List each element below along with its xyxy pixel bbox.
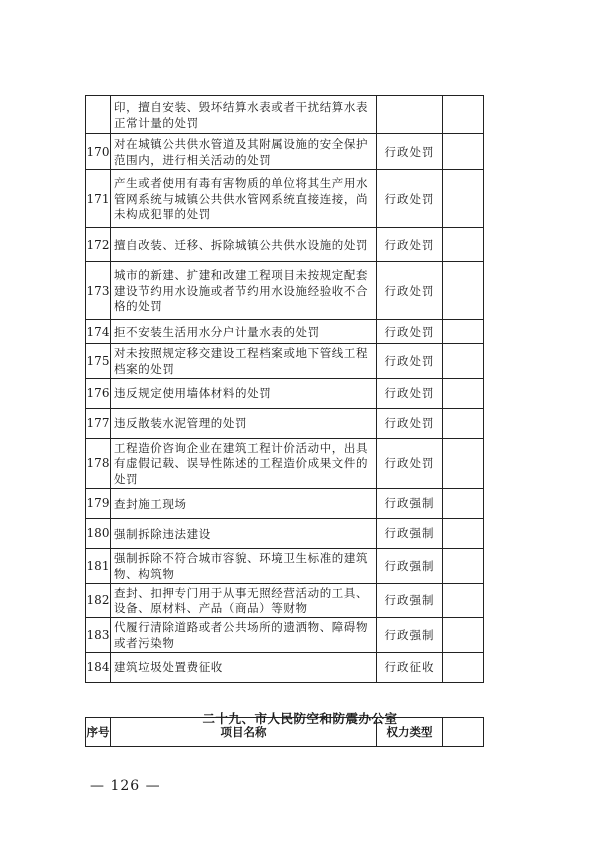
row-power-type: 行政处罚: [377, 378, 443, 408]
table-row: [86, 378, 484, 408]
row-serial-number: 179: [86, 488, 111, 518]
table-header-row: [86, 718, 484, 747]
table-row: [86, 262, 484, 320]
row-item-name: 强制拆除违法建设: [111, 518, 377, 548]
row-serial-number: 181: [86, 548, 111, 583]
row-blank-cell: [443, 438, 484, 488]
row-blank-cell: [443, 262, 484, 320]
row-serial-number: 170: [86, 134, 111, 170]
table-row: [86, 408, 484, 438]
row-item-name: 违反散装水泥管理的处罚: [111, 408, 377, 438]
row-power-type: 行政征收: [377, 652, 443, 682]
row-serial-number: 183: [86, 618, 111, 653]
row-serial-number: 171: [86, 170, 111, 228]
row-serial-number: 174: [86, 320, 111, 344]
row-power-type: 行政处罚: [377, 344, 443, 379]
row-power-type: 行政强制: [377, 488, 443, 518]
power-list-body: [86, 96, 484, 683]
row-item-name: 建筑垃圾处置费征收: [111, 652, 377, 682]
row-blank-cell: [443, 134, 484, 170]
row-item-name: 查封施工现场: [111, 488, 377, 518]
row-blank-cell: [443, 344, 484, 379]
row-item-name: 违反规定使用墙体材料的处罚: [111, 378, 377, 408]
row-item-name: 产生或者使用有毒有害物质的单位将其生产用水管网系统与城镇公共供水管网系统直接连接，尚未构成犯罪的处罚: [111, 170, 377, 228]
row-power-type: 行政处罚: [377, 438, 443, 488]
row-power-type: 行政处罚: [377, 262, 443, 320]
row-blank-cell: [443, 518, 484, 548]
table-row: [86, 96, 484, 134]
row-power-type: 行政处罚: [377, 170, 443, 228]
row-item-name: 强制拆除不符合城市容貌、环境卫生标准的建筑物、构筑物: [111, 548, 377, 583]
row-serial-number: 184: [86, 652, 111, 682]
row-blank-cell: [443, 96, 484, 134]
table-row: [86, 488, 484, 518]
table-row: [86, 438, 484, 488]
row-blank-cell: [443, 488, 484, 518]
row-power-type: 行政处罚: [377, 228, 443, 262]
row-power-type: 行政强制: [377, 518, 443, 548]
row-item-name: 城市的新建、扩建和改建工程项目未按规定配套建设节约用水设施或者节约用水设施经验收不合格的处罚: [111, 262, 377, 320]
row-serial-number: [86, 96, 111, 134]
row-item-name: 对在城镇公共供水管道及其附属设施的安全保护范围内，进行相关活动的处罚: [111, 134, 377, 170]
row-power-type: 行政强制: [377, 583, 443, 618]
row-power-type: 行政处罚: [377, 320, 443, 344]
header-power-type: 权力类型: [377, 718, 443, 747]
row-item-name: 查封、扣押专门用于从事无照经营活动的工具、设备、原材料、产品（商品）等财物: [111, 583, 377, 618]
table-row: [86, 518, 484, 548]
table-row: [86, 134, 484, 170]
row-serial-number: 173: [86, 262, 111, 320]
row-item-name: 代履行清除道路或者公共场所的遗洒物、障碍物或者污染物: [111, 618, 377, 653]
row-blank-cell: [443, 652, 484, 682]
table-row: [86, 548, 484, 583]
row-serial-number: 177: [86, 408, 111, 438]
table-row: [86, 344, 484, 379]
row-power-type: 行政处罚: [377, 134, 443, 170]
row-item-name: 对未按照规定移交建设工程档案或地下管线工程档案的处罚: [111, 344, 377, 379]
row-power-type: 行政强制: [377, 618, 443, 653]
row-item-name: 拒不安装生活用水分户计量水表的处罚: [111, 320, 377, 344]
row-blank-cell: [443, 548, 484, 583]
row-blank-cell: [443, 618, 484, 653]
row-serial-number: 172: [86, 228, 111, 262]
row-blank-cell: [443, 378, 484, 408]
row-serial-number: 178: [86, 438, 111, 488]
header-serial-number: 序号: [86, 718, 111, 747]
row-item-name: 印，擅自安装、毁坏结算水表或者干扰结算水表正常计量的处罚: [111, 96, 377, 134]
header-item-name: 项目名称: [111, 718, 377, 747]
row-blank-cell: [443, 228, 484, 262]
row-serial-number: 182: [86, 583, 111, 618]
row-item-name: 擅自改装、迁移、拆除城镇公共供水设施的处罚: [111, 228, 377, 262]
row-blank-cell: [443, 320, 484, 344]
power-list-table: [85, 95, 484, 683]
table-row: [86, 170, 484, 228]
row-blank-cell: [443, 583, 484, 618]
row-serial-number: 175: [86, 344, 111, 379]
section-title: 二十九、市人民防空和防震办公室: [202, 711, 398, 726]
row-power-type: 行政处罚: [377, 408, 443, 438]
header-blank: [443, 718, 484, 747]
row-serial-number: 180: [86, 518, 111, 548]
row-blank-cell: [443, 408, 484, 438]
table-row: [86, 583, 484, 618]
page-number: — 126 —: [90, 778, 161, 794]
row-power-type: [377, 96, 443, 134]
table-row: [86, 228, 484, 262]
row-power-type: 行政强制: [377, 548, 443, 583]
row-blank-cell: [443, 170, 484, 228]
row-serial-number: 176: [86, 378, 111, 408]
row-item-name: 工程造价咨询企业在建筑工程计价活动中，出具有虚假记载、误导性陈述的工程造价成果文件的处罚: [111, 438, 377, 488]
table-row: [86, 618, 484, 653]
table-row: [86, 320, 484, 344]
table-row: [86, 652, 484, 682]
next-section-header-table: [85, 717, 484, 747]
